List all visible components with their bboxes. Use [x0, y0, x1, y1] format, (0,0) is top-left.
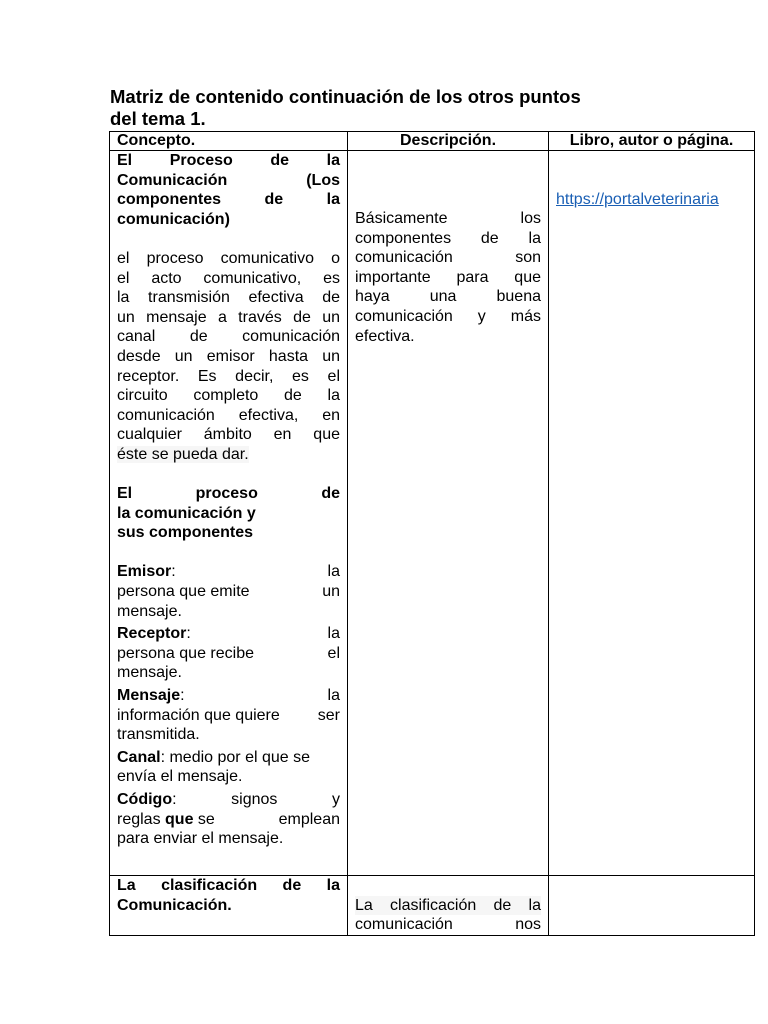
- component-term: Mensaje: [117, 687, 181, 705]
- row2-description-text: comunicación: [355, 916, 453, 934]
- row2-description-text: nos: [515, 916, 541, 934]
- component-text: persona que recibe: [117, 644, 254, 662]
- component-last: mensaje.: [117, 664, 182, 682]
- spacer: [117, 543, 340, 563]
- subheading-line: sus componentes: [117, 524, 254, 542]
- component-term-wrap: [117, 562, 176, 582]
- component-line: [117, 624, 340, 644]
- content-matrix-table: [109, 131, 755, 936]
- description-line: comunicación y más: [355, 307, 541, 325]
- component-term-wrap: [117, 686, 185, 706]
- component-text: ser: [317, 706, 340, 724]
- title-line-1: Matriz de contenido continuación de los otros puntos: [110, 86, 581, 107]
- body-line: la transmisión efectiva de: [117, 289, 340, 307]
- title-line-2: del tema 1.: [110, 108, 206, 129]
- component-text: la: [327, 687, 340, 705]
- concept-heading-line: [117, 171, 340, 191]
- body-line: un mensaje a través de un: [117, 308, 340, 326]
- component-line: [117, 582, 340, 602]
- component-text: un: [322, 583, 340, 601]
- description-line: efectiva.: [355, 327, 415, 345]
- description-line: componentes de la: [355, 229, 541, 247]
- description-line: importante para que: [355, 268, 541, 286]
- body-line: el proceso comunicativo o: [117, 249, 340, 267]
- concept-heading-line: El Proceso de la: [117, 152, 340, 169]
- component-text-wrap: reglas que se: [117, 810, 215, 828]
- body-line: comunicación efectiva, en: [117, 406, 340, 424]
- component-term: Receptor: [117, 625, 187, 643]
- description-line: haya una buena: [355, 288, 541, 306]
- component-text: el: [327, 644, 340, 662]
- body-line: [117, 445, 340, 465]
- row2-concept-line: La clasificación de la: [117, 877, 340, 894]
- component-line: [117, 562, 340, 582]
- component-emisor: [117, 562, 340, 621]
- component-term: Emisor: [117, 563, 172, 581]
- row2-concept-cell: [110, 876, 348, 936]
- component-text: la: [327, 625, 340, 643]
- header-description: Descripción.: [348, 132, 549, 151]
- component-line: [117, 748, 340, 768]
- component-text: información que quiere: [117, 706, 280, 724]
- concept-heading-line: comunicación): [117, 210, 230, 228]
- component-last: para enviar el mensaje.: [117, 830, 284, 848]
- page-title: [110, 86, 670, 130]
- concept-heading-part: (Los: [306, 171, 340, 189]
- component-text: persona que emite: [117, 583, 250, 601]
- component-term-wrap: [117, 624, 191, 644]
- row2-source-cell: [549, 876, 755, 936]
- body-line: circuito completo de la: [117, 387, 340, 405]
- component-text: : medio por el que se: [160, 748, 310, 766]
- component-text: y: [331, 791, 340, 808]
- component-text: reglas: [117, 810, 161, 828]
- spacer: [355, 151, 541, 209]
- row1-source-cell: [549, 151, 755, 876]
- body-last-line: éste se pueda dar.: [117, 445, 249, 463]
- row1-description-cell: [348, 151, 549, 876]
- colon: :: [172, 791, 177, 808]
- body-line: el acto comunicativo, es: [117, 269, 340, 287]
- colon: :: [171, 563, 176, 581]
- body-line: desde un emisor hasta un: [117, 347, 340, 365]
- component-line: [117, 686, 340, 706]
- table-header-row: [110, 132, 755, 151]
- component-last: mensaje.: [117, 602, 182, 620]
- component-line: [117, 790, 340, 810]
- component-text: la: [327, 563, 340, 581]
- component-line: [117, 810, 340, 830]
- concept-heading-part: Comunicación: [117, 171, 228, 189]
- row1-concept-cell: [110, 151, 348, 876]
- component-term: Canal: [117, 748, 161, 766]
- spacer: [117, 465, 340, 485]
- description-line: Básicamente los: [355, 210, 541, 227]
- colon: :: [180, 687, 185, 705]
- row2-description-cell: [348, 876, 549, 936]
- colon: :: [186, 625, 191, 643]
- component-receptor: [117, 624, 340, 683]
- component-codigo: [117, 790, 340, 849]
- component-mensaje: [117, 686, 340, 745]
- component-text: signos: [231, 791, 278, 808]
- row2-concept-line: Comunicación.: [117, 896, 232, 914]
- source-link[interactable]: https://portalveterinaria: [556, 191, 719, 208]
- spacer: [556, 151, 747, 190]
- body-line: receptor. Es decir, es el: [117, 367, 340, 385]
- component-bold-word: que: [165, 810, 194, 828]
- concept-body-text: [117, 249, 340, 465]
- header-concept: Concepto.: [110, 132, 348, 151]
- subheading-line: la comunicación y: [117, 504, 256, 522]
- concept-heading-line: componentes de la: [117, 191, 340, 209]
- description-line: comunicación son: [355, 249, 541, 267]
- row2-description-line: [355, 915, 541, 935]
- component-line: [117, 644, 340, 664]
- component-last: envía el mensaje.: [117, 768, 243, 786]
- component-canal: [117, 748, 340, 787]
- header-source: Libro, autor o página.: [549, 132, 755, 151]
- component-line: [117, 706, 340, 726]
- component-term: Código: [117, 791, 173, 808]
- spacer: [355, 876, 541, 896]
- component-text: emplean: [278, 810, 340, 828]
- table-row: [110, 151, 755, 876]
- component-last: transmitida.: [117, 726, 200, 744]
- spacer: [117, 229, 340, 249]
- row2-description-line: La clasificación de la: [355, 896, 541, 914]
- body-line: cualquier ámbito en que: [117, 426, 340, 444]
- component-term-wrap: [117, 790, 177, 810]
- table-row: [110, 876, 755, 936]
- subheading-line: El proceso de: [117, 485, 340, 503]
- body-line: canal de comunicación: [117, 328, 340, 346]
